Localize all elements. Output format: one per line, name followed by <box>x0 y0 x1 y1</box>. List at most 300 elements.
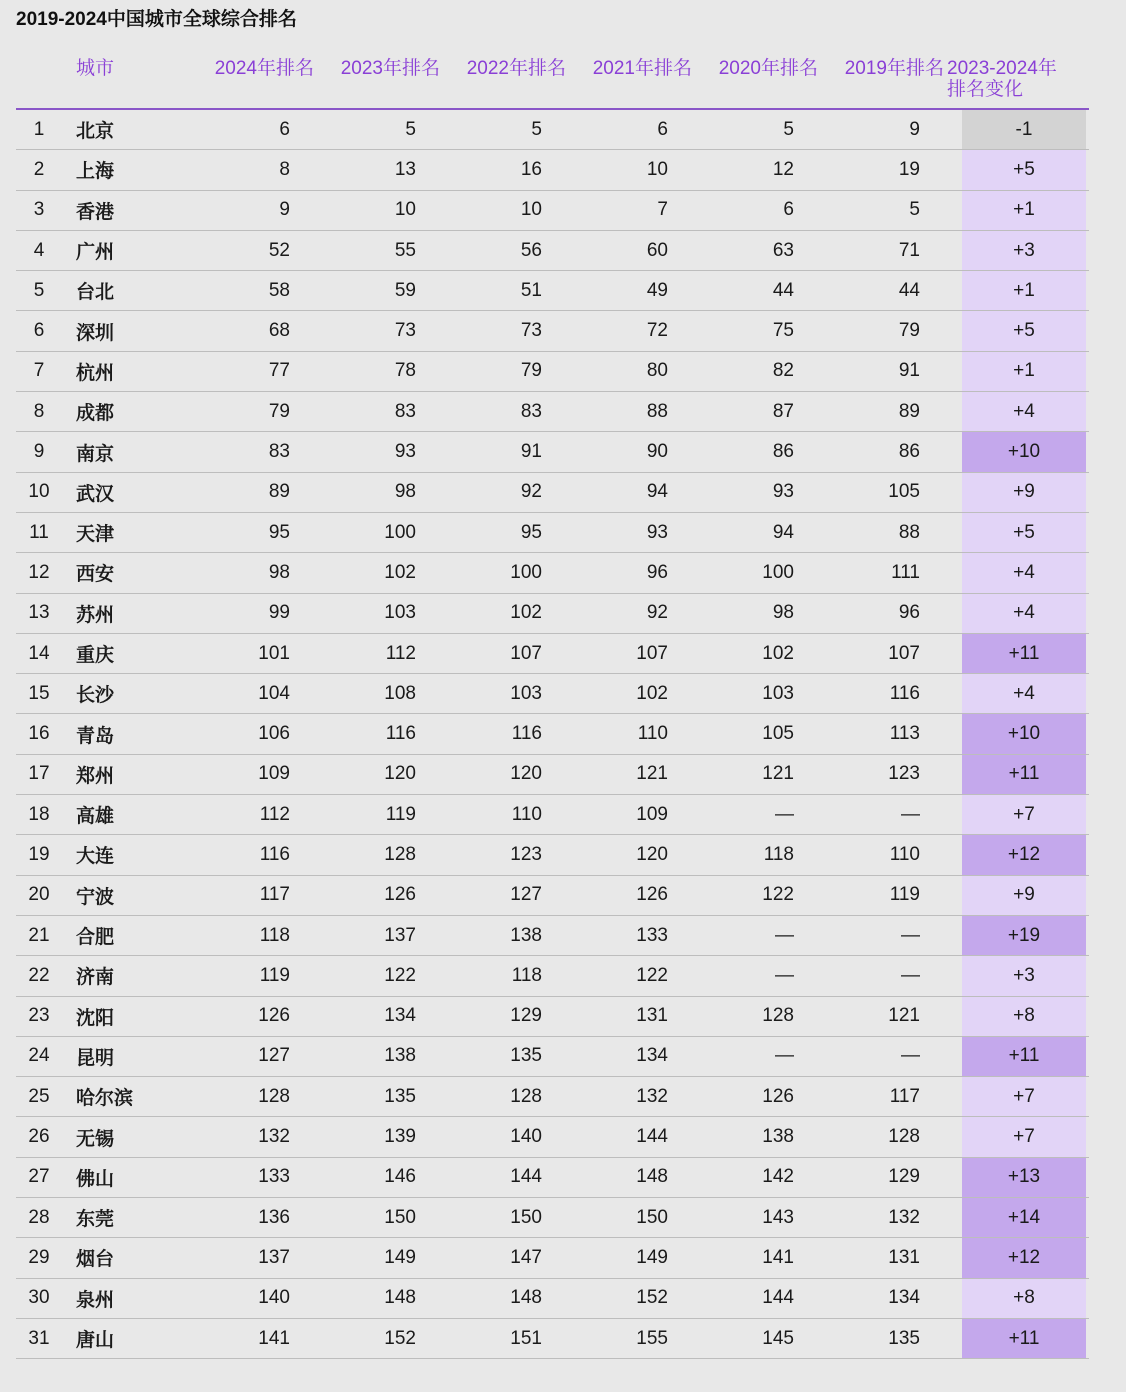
table-row <box>16 1238 1089 1278</box>
city-name: 沈阳 <box>62 996 188 1036</box>
rank-change-cell <box>944 553 1089 593</box>
rank-2019: 19 <box>818 150 944 190</box>
rank-2022: 73 <box>440 311 566 351</box>
rank-2021: 6 <box>566 109 692 150</box>
rank-change-cell <box>944 714 1089 754</box>
city-name: 高雄 <box>62 795 188 835</box>
rank-2022: 135 <box>440 1036 566 1076</box>
city-name: 深圳 <box>62 311 188 351</box>
rank-2024: 141 <box>188 1318 314 1358</box>
row-index: 10 <box>16 472 62 512</box>
rank-change-value: +13 <box>962 1158 1086 1197</box>
rank-2024: 58 <box>188 271 314 311</box>
rank-2020: 100 <box>692 553 818 593</box>
table-row <box>16 190 1089 230</box>
rank-2023: 137 <box>314 915 440 955</box>
rank-2021: 126 <box>566 875 692 915</box>
city-name: 成都 <box>62 392 188 432</box>
rank-change-cell <box>944 271 1089 311</box>
rank-2023: 135 <box>314 1077 440 1117</box>
table-row <box>16 150 1089 190</box>
rank-2019: 9 <box>818 109 944 150</box>
city-name: 杭州 <box>62 351 188 391</box>
rank-change-value: +4 <box>962 674 1086 713</box>
rank-2021: 150 <box>566 1198 692 1238</box>
rank-2023: 13 <box>314 150 440 190</box>
table-body <box>16 109 1089 1359</box>
rank-2023: 98 <box>314 472 440 512</box>
city-name: 北京 <box>62 109 188 150</box>
rank-2020: — <box>692 915 818 955</box>
rank-change-cell <box>944 915 1089 955</box>
rank-2024: 68 <box>188 311 314 351</box>
city-name: 大连 <box>62 835 188 875</box>
city-name: 宁波 <box>62 875 188 915</box>
header-city: 城市 <box>62 54 188 109</box>
rank-2021: 121 <box>566 754 692 794</box>
rank-2020: 44 <box>692 271 818 311</box>
rank-2021: 49 <box>566 271 692 311</box>
city-name: 郑州 <box>62 754 188 794</box>
rank-2020: 122 <box>692 875 818 915</box>
rank-2020: 82 <box>692 351 818 391</box>
rank-2019: 105 <box>818 472 944 512</box>
rank-2024: 79 <box>188 392 314 432</box>
rank-change-value: +11 <box>962 755 1086 794</box>
rank-2019: 129 <box>818 1157 944 1197</box>
rank-2021: 110 <box>566 714 692 754</box>
rank-2023: 5 <box>314 109 440 150</box>
city-name: 佛山 <box>62 1157 188 1197</box>
rank-2020: 145 <box>692 1318 818 1358</box>
rank-2024: 137 <box>188 1238 314 1278</box>
table-row <box>16 230 1089 270</box>
rank-2020: 141 <box>692 1238 818 1278</box>
rank-2022: 5 <box>440 109 566 150</box>
rank-2023: 78 <box>314 351 440 391</box>
rank-2022: 51 <box>440 271 566 311</box>
rank-2021: 7 <box>566 190 692 230</box>
rank-change-value: +14 <box>962 1198 1086 1237</box>
rank-2024: 104 <box>188 674 314 714</box>
rank-2023: 149 <box>314 1238 440 1278</box>
rank-change-cell <box>944 1318 1089 1358</box>
table-row <box>16 553 1089 593</box>
rank-2019: 134 <box>818 1278 944 1318</box>
table-row <box>16 996 1089 1036</box>
rank-change-value: +4 <box>962 553 1086 592</box>
city-name: 合肥 <box>62 915 188 955</box>
row-index: 1 <box>16 109 62 150</box>
rank-2021: 93 <box>566 512 692 552</box>
table-row <box>16 674 1089 714</box>
rank-2021: 134 <box>566 1036 692 1076</box>
rank-change-cell <box>944 835 1089 875</box>
table-row <box>16 835 1089 875</box>
rank-2024: 140 <box>188 1278 314 1318</box>
table-row <box>16 311 1089 351</box>
city-name: 泉州 <box>62 1278 188 1318</box>
row-index: 2 <box>16 150 62 190</box>
rank-change-value: +9 <box>962 876 1086 915</box>
rank-2024: 132 <box>188 1117 314 1157</box>
rank-change-value: +4 <box>962 594 1086 633</box>
rank-change-cell <box>944 230 1089 270</box>
table-row <box>16 1077 1089 1117</box>
rank-change-value: +7 <box>962 1117 1086 1156</box>
city-name: 南京 <box>62 432 188 472</box>
rank-2020: 87 <box>692 392 818 432</box>
rank-2021: 92 <box>566 593 692 633</box>
city-name: 重庆 <box>62 633 188 673</box>
table-row <box>16 754 1089 794</box>
rank-2020: 126 <box>692 1077 818 1117</box>
rank-2021: 10 <box>566 150 692 190</box>
rank-change-cell <box>944 754 1089 794</box>
rank-2021: 152 <box>566 1278 692 1318</box>
city-name: 烟台 <box>62 1238 188 1278</box>
rank-2022: 116 <box>440 714 566 754</box>
rank-2019: 91 <box>818 351 944 391</box>
rank-change-cell <box>944 674 1089 714</box>
rank-2024: 95 <box>188 512 314 552</box>
rank-2023: 152 <box>314 1318 440 1358</box>
rank-2020: — <box>692 795 818 835</box>
page-title: 2019-2024中国城市全球综合排名 <box>16 9 297 30</box>
rank-2020: 98 <box>692 593 818 633</box>
rank-2023: 134 <box>314 996 440 1036</box>
header-change <box>944 54 1089 109</box>
rank-2019: 110 <box>818 835 944 875</box>
row-index: 3 <box>16 190 62 230</box>
rank-2020: 94 <box>692 512 818 552</box>
rank-2020: 103 <box>692 674 818 714</box>
rank-2020: 93 <box>692 472 818 512</box>
rank-change-value: +11 <box>962 1037 1086 1076</box>
city-name: 苏州 <box>62 593 188 633</box>
row-index: 13 <box>16 593 62 633</box>
rank-change-cell <box>944 1117 1089 1157</box>
rank-2024: 128 <box>188 1077 314 1117</box>
city-name: 西安 <box>62 553 188 593</box>
rank-change-value: +11 <box>962 1319 1086 1358</box>
header-change-line2: 排名变化 <box>947 79 1024 100</box>
header-2020: 2020年排名 <box>692 54 818 109</box>
header-change-line1: 2023-2024年 <box>947 58 1057 79</box>
rank-2022: 129 <box>440 996 566 1036</box>
rank-2022: 92 <box>440 472 566 512</box>
table-row <box>16 593 1089 633</box>
rank-2020: 102 <box>692 633 818 673</box>
rank-2021: 148 <box>566 1157 692 1197</box>
rank-2022: 118 <box>440 956 566 996</box>
rank-change-value: +5 <box>962 150 1086 189</box>
rank-2022: 140 <box>440 1117 566 1157</box>
rank-change-cell <box>944 1198 1089 1238</box>
rank-2019: — <box>818 1036 944 1076</box>
city-name: 唐山 <box>62 1318 188 1358</box>
rank-change-cell <box>944 1157 1089 1197</box>
rank-change-value: +12 <box>962 1238 1086 1277</box>
rank-2019: 111 <box>818 553 944 593</box>
row-index: 5 <box>16 271 62 311</box>
city-name: 无锡 <box>62 1117 188 1157</box>
rank-2024: 6 <box>188 109 314 150</box>
row-index: 15 <box>16 674 62 714</box>
header-2022: 2022年排名 <box>440 54 566 109</box>
rank-2022: 102 <box>440 593 566 633</box>
rank-2020: 128 <box>692 996 818 1036</box>
rank-2022: 107 <box>440 633 566 673</box>
city-name: 东莞 <box>62 1198 188 1238</box>
rank-2022: 83 <box>440 392 566 432</box>
rank-change-cell <box>944 351 1089 391</box>
city-name: 香港 <box>62 190 188 230</box>
rank-2021: 132 <box>566 1077 692 1117</box>
rank-2022: 123 <box>440 835 566 875</box>
rank-2021: 144 <box>566 1117 692 1157</box>
city-name: 济南 <box>62 956 188 996</box>
rank-change-value: +7 <box>962 1077 1086 1116</box>
rank-2021: 120 <box>566 835 692 875</box>
row-index: 27 <box>16 1157 62 1197</box>
rank-2020: 75 <box>692 311 818 351</box>
rank-2020: 105 <box>692 714 818 754</box>
rank-2023: 116 <box>314 714 440 754</box>
rank-2024: 112 <box>188 795 314 835</box>
table-row <box>16 1157 1089 1197</box>
rank-change-value: +11 <box>962 634 1086 673</box>
rank-2021: 149 <box>566 1238 692 1278</box>
rank-2021: 72 <box>566 311 692 351</box>
row-index: 28 <box>16 1198 62 1238</box>
rank-2022: 91 <box>440 432 566 472</box>
rank-2023: 59 <box>314 271 440 311</box>
rank-change-cell <box>944 875 1089 915</box>
rank-change-value: +1 <box>962 271 1086 310</box>
table-row <box>16 795 1089 835</box>
rank-change-value: +8 <box>962 1279 1086 1318</box>
rank-2019: 131 <box>818 1238 944 1278</box>
rank-change-value: +5 <box>962 311 1086 350</box>
rank-2019: 116 <box>818 674 944 714</box>
rank-2023: 55 <box>314 230 440 270</box>
rank-2023: 138 <box>314 1036 440 1076</box>
rank-2024: 126 <box>188 996 314 1036</box>
rank-2024: 117 <box>188 875 314 915</box>
row-index: 7 <box>16 351 62 391</box>
table-row <box>16 1278 1089 1318</box>
table-row <box>16 109 1089 150</box>
rank-2022: 151 <box>440 1318 566 1358</box>
rank-2019: — <box>818 956 944 996</box>
rank-change-cell <box>944 432 1089 472</box>
rank-2021: 109 <box>566 795 692 835</box>
rank-2022: 147 <box>440 1238 566 1278</box>
row-index: 14 <box>16 633 62 673</box>
rank-2022: 16 <box>440 150 566 190</box>
rank-2022: 103 <box>440 674 566 714</box>
rank-change-value: +1 <box>962 352 1086 391</box>
rank-2023: 103 <box>314 593 440 633</box>
rank-2019: 135 <box>818 1318 944 1358</box>
rank-2024: 116 <box>188 835 314 875</box>
table-row <box>16 633 1089 673</box>
rank-2023: 128 <box>314 835 440 875</box>
rank-2019: 96 <box>818 593 944 633</box>
row-index: 18 <box>16 795 62 835</box>
rank-2019: 79 <box>818 311 944 351</box>
rank-change-cell <box>944 593 1089 633</box>
rank-2023: 108 <box>314 674 440 714</box>
header-2023: 2023年排名 <box>314 54 440 109</box>
rank-2023: 122 <box>314 956 440 996</box>
rank-change-cell <box>944 1077 1089 1117</box>
rank-2019: 88 <box>818 512 944 552</box>
row-index: 20 <box>16 875 62 915</box>
rank-2019: 113 <box>818 714 944 754</box>
rank-2019: 44 <box>818 271 944 311</box>
ranking-table <box>16 54 1089 1359</box>
rank-2022: 144 <box>440 1157 566 1197</box>
rank-2023: 93 <box>314 432 440 472</box>
rank-change-value: +3 <box>962 231 1086 270</box>
row-index: 23 <box>16 996 62 1036</box>
rank-2020: 143 <box>692 1198 818 1238</box>
row-index: 17 <box>16 754 62 794</box>
rank-2019: 132 <box>818 1198 944 1238</box>
rank-2024: 99 <box>188 593 314 633</box>
header-index <box>16 54 62 109</box>
row-index: 16 <box>16 714 62 754</box>
rank-2021: 80 <box>566 351 692 391</box>
table-row <box>16 1198 1089 1238</box>
city-name: 武汉 <box>62 472 188 512</box>
rank-2019: 71 <box>818 230 944 270</box>
rank-change-cell <box>944 392 1089 432</box>
row-index: 25 <box>16 1077 62 1117</box>
city-name: 天津 <box>62 512 188 552</box>
table-row <box>16 271 1089 311</box>
row-index: 24 <box>16 1036 62 1076</box>
rank-2019: 121 <box>818 996 944 1036</box>
rank-2020: 86 <box>692 432 818 472</box>
rank-2024: 109 <box>188 754 314 794</box>
rank-2024: 89 <box>188 472 314 512</box>
rank-2024: 133 <box>188 1157 314 1197</box>
rank-2024: 9 <box>188 190 314 230</box>
table-row <box>16 512 1089 552</box>
rank-change-value: +19 <box>962 916 1086 955</box>
table-row <box>16 1036 1089 1076</box>
rank-2021: 155 <box>566 1318 692 1358</box>
row-index: 19 <box>16 835 62 875</box>
rank-2020: — <box>692 1036 818 1076</box>
rank-2019: — <box>818 795 944 835</box>
city-name: 上海 <box>62 150 188 190</box>
rank-2022: 120 <box>440 754 566 794</box>
rank-2023: 119 <box>314 795 440 835</box>
city-name: 青岛 <box>62 714 188 754</box>
rank-2024: 101 <box>188 633 314 673</box>
rank-2020: 121 <box>692 754 818 794</box>
rank-change-cell <box>944 512 1089 552</box>
rank-2022: 10 <box>440 190 566 230</box>
rank-change-cell <box>944 150 1089 190</box>
rank-2022: 127 <box>440 875 566 915</box>
rank-2019: 119 <box>818 875 944 915</box>
rank-2020: 12 <box>692 150 818 190</box>
rank-2019: 89 <box>818 392 944 432</box>
rank-2022: 150 <box>440 1198 566 1238</box>
rank-2024: 118 <box>188 915 314 955</box>
rank-change-cell <box>944 1238 1089 1278</box>
rank-2021: 96 <box>566 553 692 593</box>
rank-2024: 136 <box>188 1198 314 1238</box>
rank-change-cell <box>944 311 1089 351</box>
table-row <box>16 1318 1089 1358</box>
rank-change-cell <box>944 795 1089 835</box>
table-row <box>16 432 1089 472</box>
rank-change-value: +7 <box>962 795 1086 834</box>
rank-2021: 88 <box>566 392 692 432</box>
rank-2023: 146 <box>314 1157 440 1197</box>
rank-2019: 123 <box>818 754 944 794</box>
rank-2023: 139 <box>314 1117 440 1157</box>
rank-2020: 63 <box>692 230 818 270</box>
rank-change-value: +10 <box>962 714 1086 753</box>
rank-change-value: +3 <box>962 956 1086 995</box>
row-index: 4 <box>16 230 62 270</box>
rank-change-value: +12 <box>962 835 1086 874</box>
rank-change-value: +1 <box>962 191 1086 230</box>
rank-2019: 86 <box>818 432 944 472</box>
city-name: 昆明 <box>62 1036 188 1076</box>
rank-2020: 118 <box>692 835 818 875</box>
city-name: 长沙 <box>62 674 188 714</box>
rank-2023: 120 <box>314 754 440 794</box>
rank-2019: 107 <box>818 633 944 673</box>
table-row <box>16 956 1089 996</box>
rank-2024: 77 <box>188 351 314 391</box>
rank-change-cell <box>944 472 1089 512</box>
header-2019: 2019年排名 <box>818 54 944 109</box>
rank-change-cell <box>944 1278 1089 1318</box>
rank-2024: 8 <box>188 150 314 190</box>
rank-2024: 106 <box>188 714 314 754</box>
table-row <box>16 915 1089 955</box>
table-header-row <box>16 54 1089 109</box>
rank-2022: 110 <box>440 795 566 835</box>
row-index: 12 <box>16 553 62 593</box>
row-index: 21 <box>16 915 62 955</box>
rank-change-cell <box>944 996 1089 1036</box>
rank-2021: 94 <box>566 472 692 512</box>
row-index: 22 <box>16 956 62 996</box>
rank-2022: 138 <box>440 915 566 955</box>
rank-2021: 107 <box>566 633 692 673</box>
rank-change-value: +5 <box>962 513 1086 552</box>
rank-change-value: +10 <box>962 432 1086 471</box>
rank-2023: 150 <box>314 1198 440 1238</box>
rank-change-value: +8 <box>962 997 1086 1036</box>
table-row <box>16 392 1089 432</box>
rank-2021: 131 <box>566 996 692 1036</box>
row-index: 8 <box>16 392 62 432</box>
rank-2023: 10 <box>314 190 440 230</box>
city-name: 台北 <box>62 271 188 311</box>
rank-2019: 117 <box>818 1077 944 1117</box>
